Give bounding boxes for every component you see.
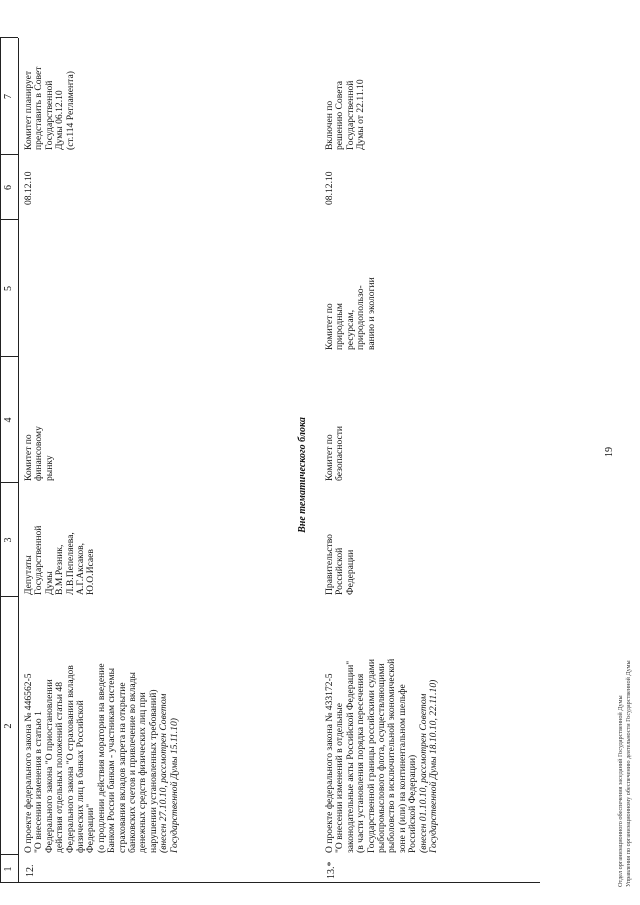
responsible-committee: Комитет по безопасности — [324, 425, 346, 481]
column-header-1: 1 — [3, 866, 14, 872]
column-header-6: 6 — [3, 185, 14, 190]
row-number: 13.* — [326, 861, 337, 879]
column-header-4: 4 — [3, 417, 14, 423]
column-header-5: 5 — [3, 286, 14, 291]
notes: Включен по решению Совета Государственной Думы от 22.11.10 — [324, 79, 367, 150]
responsible-committee: Комитет по финансовому рынку — [23, 426, 55, 481]
row-number: 12. — [25, 864, 36, 877]
column-header-7: 7 — [3, 94, 14, 99]
footer-line: Отдел организационного обеспечения заседаний Государственной Думы — [617, 695, 624, 887]
section-title: Вне тематического блока — [297, 417, 308, 533]
bill-submission-note: (внесен 01.10.10, рассмотрен Советом — [417, 693, 429, 853]
bill-description: О проекте федерального закона № 446562-5 "О внесении изменения в статью 1 Федерального закона "О приостановлении действия отдельных положений статьи 48 Федерального закона "О страховании вкладов физических лиц в банках Российской Федерации" (о продлении действия моратория на введение Банком России банкам - участникам системы страхования вкладов запрета на открытие банковских счетов и привлечение во вклады денежных средств физических лиц при нарушении установленных требований) (внесен 27.10.10, рассмотрен Советом Государственной Думы 15.11.10) — [24, 597, 180, 853]
column-header-3: 3 — [3, 537, 14, 543]
notes: Комитет планирует представить в Совет Государственной Думы 06.12.10 (ст.114 Регламента) — [23, 66, 76, 150]
column-divider — [0, 882, 540, 883]
co-executor-committee: Комитет по природным ресурсам, природопользо- ванию и экологии — [324, 277, 377, 350]
date: 08.12.10 — [324, 171, 335, 205]
column-header-2: 2 — [3, 723, 14, 729]
date: 08.12.10 — [23, 171, 34, 205]
bill-submission-note: (внесен 27.10.10, рассмотрен Советом — [158, 693, 170, 853]
bill-description: О проекте федерального закона № 433172-5 "О внесении изменений в отдельные законодательные акты Российской Федерации" (в части установления порядка пересечения Государственной границы российскими судами рыбопромыслового флота, осуществляющими рыболовство в исключительной экономической зоне и (или) на континентальном шельфе Российской Федерации) (внесен 01.10.10, рассмотрен Советом Государственной Думы 18.10.10, 22.11.10) — [325, 597, 439, 853]
footer-line: Управления по организационному обеспечению деятельности Государственной Думы — [625, 660, 632, 887]
initiator: Правительство Российской Федерации — [324, 534, 356, 595]
table-header-bottom-border — [18, 38, 19, 883]
page-number: 19 — [604, 447, 615, 457]
initiator: Депутаты Государственной Думы В.М.Резник, Л.В.Пепеляева, А.Г.Аксаков, Ю.О.Исаев — [23, 525, 97, 595]
